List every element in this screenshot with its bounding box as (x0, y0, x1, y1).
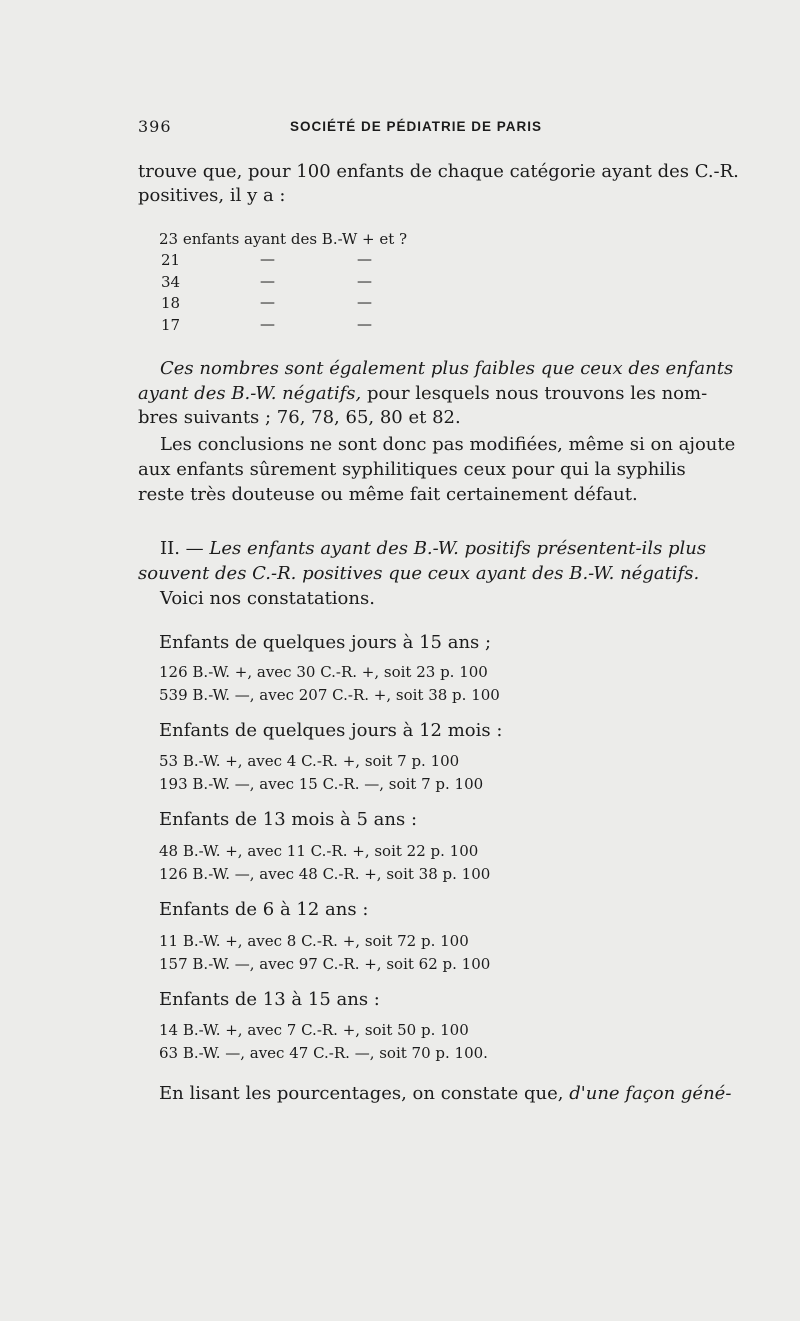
data-row: 539 B.-W. —, avec 207 C.-R. +, soit 38 p. 100 (159, 686, 500, 704)
para1-line-3: bres suivants ; 76, 78, 65, 80 et 82. (138, 407, 461, 428)
data-row: 48 B.-W. +, avec 11 C.-R. +, soit 22 p. 100 (159, 842, 479, 860)
group-title: Enfants de 13 à 15 ans : (159, 989, 380, 1010)
running-title: SOCIÉTÉ DE PÉDIATRIE DE PARIS (290, 119, 543, 134)
data-row: 53 B.-W. +, avec 4 C.-R. +, soit 7 p. 100 (159, 752, 460, 770)
group-title: Enfants de 13 mois à 5 ans : (159, 809, 418, 830)
intro-line-1: trouve que, pour 100 enfants de chaque catégorie ayant des C.-R. (138, 161, 739, 182)
data-row: 126 B.-W. +, avec 30 C.-R. +, soit 23 p. 100 (159, 663, 488, 681)
para1-line-2 (138, 382, 707, 406)
para2-line-3: reste très douteuse ou même fait certainement défaut. (138, 484, 638, 505)
data-row: 126 B.-W. —, avec 48 C.-R. +, soit 38 p. 100 (159, 865, 491, 883)
section2-heading: Les enfants ayant des B.-W. positifs présentent-ils plus (209, 538, 707, 559)
ditto-mark: — (260, 272, 275, 290)
data-row: 14 B.-W. +, avec 7 C.-R. +, soit 50 p. 100 (159, 1021, 469, 1039)
para1-line-2-rest: pour lesquels nous trouvons les nom- (361, 383, 708, 404)
group-title: Enfants de 6 à 12 ans : (159, 899, 369, 920)
para2-line-2: aux enfants sûrement syphilitiques ceux pour qui la syphilis (138, 459, 686, 480)
para1-line-2-italic: ayant des B.-W. négatifs, (138, 383, 362, 404)
closing-text: En lisant les pourcentages, on constate que, (159, 1083, 570, 1104)
count-value: 34 (161, 273, 181, 291)
section2-line-1 (160, 537, 706, 561)
ditto-mark: — (260, 293, 275, 311)
section-number: II. — (160, 538, 210, 559)
group-title: Enfants de quelques jours à 12 mois : (159, 720, 503, 741)
intro-line-2: positives, il y a : (138, 185, 286, 206)
section2-line-2: souvent des C.-R. positives que ceux ayant des B.-W. négatifs. (138, 563, 700, 584)
data-row: 193 B.-W. —, avec 15 C.-R. —, soit 7 p. 100 (159, 775, 484, 793)
page-number: 396 (138, 117, 172, 136)
ditto-mark: — (357, 293, 372, 311)
closing-italic: d'une façon géné- (569, 1083, 732, 1104)
ditto-mark: — (357, 315, 372, 333)
data-row: 63 B.-W. —, avec 47 C.-R. —, soit 70 p. 100. (159, 1044, 488, 1062)
data-row: 11 B.-W. +, avec 8 C.-R. +, soit 72 p. 100 (159, 932, 469, 950)
data-row: 157 B.-W. —, avec 97 C.-R. +, soit 62 p. 100 (159, 955, 491, 973)
ditto-mark: — (357, 250, 372, 268)
page-header (138, 117, 733, 141)
counts-first-row: 23 enfants ayant des B.-W + et ? (159, 230, 408, 248)
para2-line-1: Les conclusions ne sont donc pas modifiées, même si on ajoute (160, 434, 736, 455)
section2-line-3: Voici nos constatations. (160, 588, 375, 609)
closing-line (159, 1082, 731, 1106)
group-title: Enfants de quelques jours à 15 ans ; (159, 632, 492, 653)
count-value: 17 (161, 316, 181, 334)
ditto-mark: — (357, 272, 372, 290)
ditto-mark: — (260, 315, 275, 333)
count-value: 21 (161, 251, 181, 269)
para1-line-1: Ces nombres sont également plus faibles que ceux des enfants (160, 358, 734, 379)
ditto-mark: — (260, 250, 275, 268)
count-value: 18 (161, 294, 181, 312)
